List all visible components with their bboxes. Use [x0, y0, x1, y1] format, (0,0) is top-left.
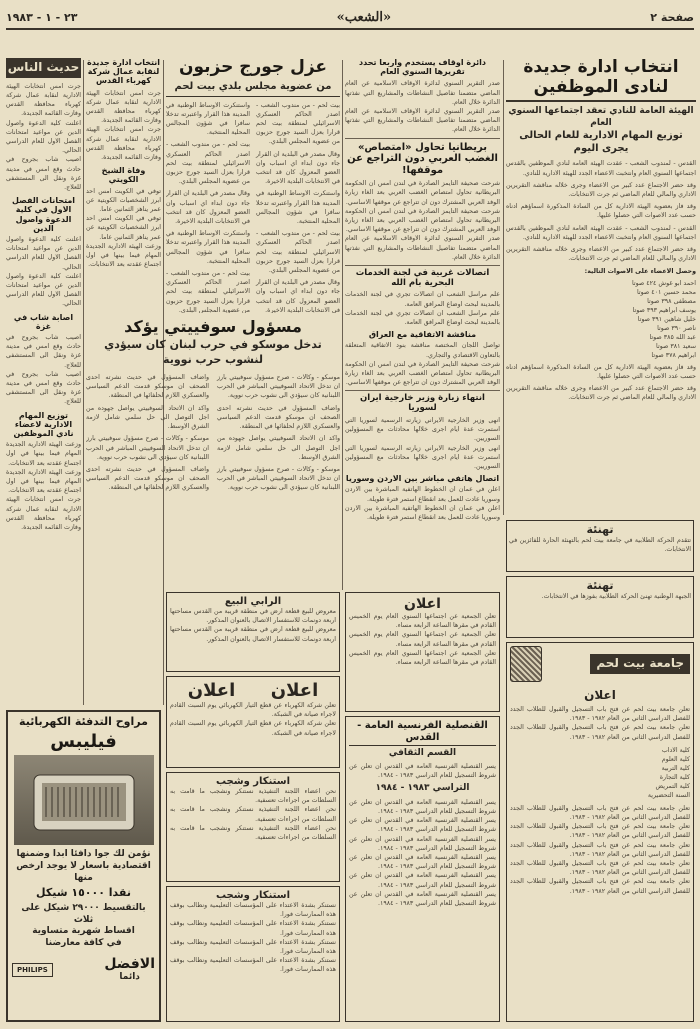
soviet-headline: مسؤول سوفييتي يؤكد [124, 318, 302, 336]
exams-headline: امتحانات الفصل الاول في كلية الدعوة واصول الدين [11, 196, 76, 233]
list-item: محمد حسين ٤٠١ صوتا [636, 288, 696, 296]
condemnation-ad-1: استنكار وشجب نحن اعضاء اللجنة التنفيذية نستنكر ونشجب ما قامت به السلطات من اجراءات تعسفية. نحن اعضاء اللجنة التنفيذية نستنكر ونشجب ما قامت به السلطات من اجراءات تعسفية. نحن اعضاء اللجنة التنفيذية نستنكر ونشجب ما قامت به السلطات من اجراءات تعسفية. [166, 772, 340, 882]
masthead: «الشعب» [336, 9, 392, 25]
column-2: دائرة اوقاف يستخدم واربعا تحدد تقريرها السنوي العام صدر التقرير السنوي لدائرة الاوقاف الاسلامية عن العام الماضي متضمنا تفاصيل النشاطات والمشاريع التي نفذتها الدائرة خلال العام. صدر التقرير السنوي لدائرة الاوقاف الاسلامية عن العام الماضي متضمنا تفاصيل النشاطات والمشاريع التي نفذتها الدائرة خلال العام. بريطانيا تحاول «امتصاص» الغضب العربي دون التراجع عن موقفها! شرحت صحيفة التايمز الصادرة في لندن امس ان الحكومة البريطانية تحاول امتصاص الغضب العربي بعد الغاء زيارة الوفد العربي المشترك دون ان تتراجع عن موقفها الاساسي. شرحت صحيفة التايمز الصادرة في لندن امس ان الحكومة البريطانية تحاول امتصاص الغضب العربي بعد الغاء زيارة الوفد العربي المشترك دون ان تتراجع عن موقفها الاساسي. صدر التقرير السنوي لدائرة الاوقاف الاسلامية عن العام الماضي متضمنا تفاصيل النشاطات والمشاريع التي نفذتها الدائرة خلال العام. اتصالات غربية في لجنة الخدمات البحرية بام الله علم مراسل الشعب ان اتصالات تجري في لجنة الخدمات بالمدينة لبحث اوضاع المرافق العامة. علم مراسل الشعب ان اتصالات تجري في لجنة الخدمات بالمدينة لبحث اوضاع المرافق العامة. مناقشة الاتفاقية مع العراق تواصل اللجان المختصة مناقشة بنود الاتفاقية المتعلقة بالتعاون الاقتصادي والتجاري. شرحت صحيفة التايمز الصادرة في لندن امس ان الحكومة البريطانية تحاول امتصاص الغضب العربي بعد الغاء زيارة الوفد العربي المشترك دون ان تتراجع عن موقفها الاساسي. انتهاء زيارة وزير خارجية ايران لسوريا انهى وزير الخارجية الايراني زيارته الرسمية لسوريا التي استمرت عدة ايام اجرى خلالها محادثات مع المسؤولين السوريين. انهى وزير الخارجية الايراني زيارته الرسمية لسوريا التي استمرت عدة ايام اجرى خلالها محادثات مع المسؤولين السوريين. اتصال هاتفي مباشر بين الاردن وسوريا اعلن في عمان ان الخطوط الهاتفية المباشرة بين الاردن وسوريا عادت للعمل بعد انقطاع استمر فترة طويلة. اعلن في عمان ان الخطوط الهاتفية المباشرة بين الاردن وسوريا عادت للعمل بعد انقطاع استمر فترة طويلة. [345, 58, 500, 522]
issue-date: ٢٣ - ١ - ١٩٨٣ [6, 10, 78, 24]
main-story: انتخاب ادارة جديدة لنادى الموظفين الهيئة العامة للنادي تعقد اجتماعها السنوي العام توزيع المهام الادارية للعام الحالى يجرى اليوم القدس - لمندوب الشعب - عقدت الهيئة العامة لنادي الموظفين بالقدس اجتماعها السنوي العام وانتخبت الاعضاء الجدد للهيئة الادارية للنادي. وقد حضر الاجتماع عدد كبير من الاعضاء وجرى خلاله مناقشة التقريرين الاداري والمالي للعام الماضي ثم جرت الانتخابات. وقد فاز بعضوية الهيئة الادارية كل من السادة المذكورة اسماؤهم ادناه حسب عدد الاصوات التي حصلوا عليها. القدس - لمندوب الشعب - عقدت الهيئة العامة لنادي الموظفين بالقدس اجتماعها السنوي العام وانتخبت الاعضاء الجدد للهيئة الادارية للنادي. وقد حضر الاجتماع عدد كبير من الاعضاء وجرى خلاله مناقشة التقريرين الاداري والمالي للعام الماضي ثم جرت الانتخابات. وحصل الاعضاء على الاصوات التالية: احمد ابو غوش ٤٢٤ صوتا محمد حسين ٤٠١ صوتا مصطفى ٣٩٨ صوتا يوسف ابراهيم ٣٩٣ صوتا خليل شاهين ٣٩١ صوتا ناصر ٣٩٠ صوتا عبد الله ٣٨٥ صوتا سعيد ٣٨١ صوتا ابراهيم ٣٧٨ صوتا وقد فاز بعضوية الهيئة الادارية كل من السادة المذكورة اسماؤهم ادناه حسب عدد الاصوات التي حصلوا عليها. وقد حضر الاجتماع عدد كبير من الاعضاء وجرى خلاله مناقشة التقريرين الاداري والمالي للعام الماضي ثم جرت الانتخابات. [506, 58, 696, 402]
list-item: سعيد ٣٨١ صوتا [656, 342, 696, 350]
soviet-body: موسكو - وكالات - صرح مسؤول سوفييتي بارز ان تدخل الاتحاد السوفييتي المباشر في الحرب اللبنانية كان سيؤدي الى نشوب حرب نووية. واضاف المسؤول في حديث نشرته احدى الصحف ان موسكو قدمت الدعم السياسي والعسكري اللازم لحلفائها في المنطقة. واكد ان الاتحاد السوفييتي يواصل جهوده من اجل التوصل الى حل سلمي شامل لازمة الشرق الاوسط. موسكو - وكالات - صرح مسؤول سوفييتي بارز ان تدخل الاتحاد السوفييتي المباشر في الحرب اللبنانية كان سيؤدي الى نشوب حرب نووية. واضاف المسؤول في حديث نشرته احدى الصحف ان موسكو قدمت الدعم السياسي والعسكري اللازم لحلفائها في المنطقة. واكد ان الاتحاد السوفييتي يواصل جهوده من اجل التوصل الى حل سلمي شامل لازمة الشرق الاوسط. موسكو - وكالات - صرح مسؤول سوفييتي بارز ان تدخل الاتحاد السوفييتي المباشر في الحرب اللبنانية كان سيؤدي الى نشوب حرب نووية. واضاف المسؤول في حديث نشرته احدى الصحف ان موسكو قدمت الدعم السياسي والعسكري اللازم لحلفائها في المنطقة. [86, 374, 340, 492]
committee-headline: اتصالات غربية في لجنة الخدمات البحرية بام الله [355, 267, 490, 288]
philips-brand: فيليبس [50, 730, 117, 752]
list-item: كلية العلوم [661, 755, 690, 763]
bethlehem-logo-text: جامعة بيت لحم [590, 654, 690, 674]
sale-ad: الرابي البيع معروض للبيع قطعة ارض في منطقة قريبة من القدس مساحتها اربعة دونمات للاستفسار الاتصال بالعنوان المذكور. معروض للبيع قطعة ارض في منطقة قريبة من القدس مساحتها اربعة دونمات للاستفسار الاتصال بالعنوان المذكور. [166, 592, 340, 672]
small-announcement: اعلان تعلن الجمعية عن اجتماعها السنوي العام يوم الخميس القادم في مقرها الساعة الرابعة مساء. تعلن الجمعية عن اجتماعها السنوي العام يوم الخميس القادم في مقرها الساعة الرابعة مساء. تعلن الجمعية عن اجتماعها السنوي العام يوم الخميس القادم في مقرها الساعة الرابعة مساء. [345, 592, 500, 712]
list-item: مصطفى ٣٩٨ صوتا [647, 297, 696, 305]
heater-photo [14, 755, 154, 845]
britain-headline: بريطانيا تحاول «امتصاص» الغضب العربي دون التراجع عن موقفها! [347, 141, 498, 176]
main-story-body: القدس - لمندوب الشعب - عقدت الهيئة العامة لنادي الموظفين بالقدس اجتماعها السنوي العام وانتخبت الاعضاء الجدد للهيئة الادارية للنادي. وقد حضر الاجتماع عدد كبير من الاعضاء وجرى خلاله مناقشة التقريرين الاداري والمالي للعام الماضي ثم جرت الانتخابات. وقد فاز بعضوية الهيئة الادارية كل من السادة المذكورة اسماؤهم ادناه حسب عدد الاصوات التي حصلوا عليها. القدس - لمندوب الشعب - عقدت الهيئة العامة لنادي الموظفين بالقدس اجتماعها السنوي العام وانتخبت الاعضاء الجدد للهيئة الادارية للنادي. وقد حضر الاجتماع عدد كبير من الاعضاء وجرى خلاله مناقشة التقريرين الاداري والمالي للعام الماضي ثم جرت الانتخابات. وحصل الاعضاء على الاصوات التالية: [506, 160, 696, 275]
philips-logo-icon: PHILIPS [12, 963, 53, 977]
list-item: السنة التحضيرية [647, 791, 690, 799]
main-subhead-1: الهيئة العامة للنادي تعقد اجتماعها السنوي العام [508, 106, 694, 128]
hazboun-body: بيت لحم - من مندوب الشعب - اصدر الحاكم العسكري الاسرائيلي لمنطقة بيت لحم قرارا بعزل السيد جورج حزبون من عضوية المجلس البلدي. وقال مصدر في البلدية ان القرار جاء دون ابداء اي اسباب وان العضو المعزول كان قد انتخب في الانتخابات البلدية الاخيرة. واستنكرت الاوساط الوطنية في المدينة هذا القرار واعتبرته تدخلا سافرا في شؤون المجالس المحلية المنتخبة. بيت لحم - من مندوب الشعب - اصدر الحاكم العسكري الاسرائيلي لمنطقة بيت لحم قرارا بعزل السيد جورج حزبون من عضوية المجلس البلدي. وقال مصدر في البلدية ان القرار جاء دون ابداء اي اسباب وان العضو المعزول كان قد انتخب في الانتخابات البلدية الاخيرة. واستنكرت الاوساط الوطنية في المدينة هذا القرار واعتبرته تدخلا سافرا في شؤون المجالس المحلية المنتخبة. بيت لحم - من مندوب الشعب - اصدر الحاكم العسكري الاسرائيلي لمنطقة بيت لحم قرارا بعزل السيد جورج حزبون من عضوية المجلس البلدي. وقال مصدر في البلدية ان القرار جاء دون ابداء اي اسباب وان العضو المعزول كان قد انتخب في الانتخابات البلدية الاخيرة. واستنكرت الاوساط الوطنية في المدينة هذا القرار واعتبرته تدخلا سافرا في شؤون المجالس المحلية المنتخبة. بيت لحم - من مندوب الشعب - اصدر الحاكم العسكري الاسرائيلي لمنطقة بيت لحم قرارا بعزل السيد جورج حزبون من عضوية المجلس البلدي. [166, 101, 340, 313]
gaza-injury-headline: اصابة شاب في غزة [13, 312, 74, 331]
iraq-agreement-headline: مناقشة الاتفاقية مع العراق [368, 330, 477, 340]
column-logo: حديث الناس [6, 58, 81, 78]
french-consulate-ad: القنصلية الفرنسية العامة - القدس القسم الثقافي يسر القنصلية الفرنسية العامة في القدس ان تعلن عن شروط التسجيل للعام الدراسي ١٩٨٣ - ١٩٨٤. التراسي ١٩٨٣ - ١٩٨٤ يسر القنصلية الفرنسية العامة في القدس ان تعلن عن شروط التسجيل للعام الدراسي ١٩٨٣ - ١٩٨٤. يسر القنصلية الفرنسية العامة في القدس ان تعلن عن شروط التسجيل للعام الدراسي ١٩٨٣ - ١٩٨٤. يسر القنصلية الفرنسية العامة في القدس ان تعلن عن شروط التسجيل للعام الدراسي ١٩٨٣ - ١٩٨٤. يسر القنصلية الفرنسية العامة في القدس ان تعلن عن شروط التسجيل للعام الدراسي ١٩٨٣ - ١٩٨٤. يسر القنصلية الفرنسية العامة في القدس ان تعلن عن شروط التسجيل للعام الدراسي ١٩٨٣ - ١٩٨٤. يسر القنصلية الفرنسية العامة في القدس ان تعلن عن شروط التسجيل للعام الدراسي ١٩٨٣ - ١٩٨٤. [345, 716, 500, 1022]
page-number: صفحة ٢ [650, 10, 694, 24]
soviet-subhead: تدخل موسكو في حرب لبنان كان سيؤدي لنشوب حرب نووية [104, 338, 322, 367]
kuwait-sheikh-headline: وفاة الشيخ الكويتي [101, 166, 146, 185]
main-headline: انتخاب ادارة جديدة لنادى الموظفين [506, 58, 696, 102]
consulate-title: القنصلية الفرنسية العامة - القدس [349, 720, 496, 746]
list-item: كلية التربية [661, 764, 690, 772]
list-item: ناصر ٣٩٠ صوتا [657, 324, 696, 332]
soviet-story [86, 318, 340, 588]
list-item: احمد ابو غوش ٤٢٤ صوتا [631, 279, 696, 287]
hazboun-headline: عزل جورج حزبون [178, 58, 328, 77]
hazboun-story [166, 58, 340, 313]
votes-list [506, 279, 696, 360]
hazboun-subhead: من عضوية مجلس بلدي بيت لحم [166, 80, 340, 97]
big-announcement: اعلان اعلان تعلن شركة الكهرباء عن قطع التيار الكهربائي يوم السبت القادم لاجراء صيانة في الشبكة. تعلن شركة الكهرباء عن قطع التيار الكهربائي يوم السبت القادم لاجراء صيانة في الشبكة. [166, 676, 340, 768]
club-roles-headline: توزيع المهام الادارية لاعضاء نادي الموظفين [13, 410, 74, 438]
column-5b: انتخاب ادارة جديدة لنقابة عمال شركة كهرباء القدس جرت امس انتخابات الهيئة الادارية لنقابة عمال شركة كهرباء محافظة القدس وفازت القائمة الجديدة. جرت امس انتخابات الهيئة الادارية لنقابة عمال شركة كهرباء محافظة القدس وفازت القائمة الجديدة. وفاة الشيخ الكويتي توفي في الكويت امس احد ابرز الشخصيات الكويتية عن عمر يناهز الثمانين عاما. توفي في الكويت امس احد ابرز الشخصيات الكويتية عن عمر يناهز الثمانين عاما. وزعت الهيئة الادارية الجديدة المهام فيما بينها في اول اجتماع عقدته بعد الانتخابات. [86, 58, 161, 269]
iran-minister-headline: انتهاء زيارة وزير خارجية ايران لسوريا [360, 393, 485, 414]
phone-link-headline: اتصال هاتفي مباشر بين الاردن وسوريا [345, 474, 500, 484]
awqaf-headline: دائرة اوقاف يستخدم واربعا تحدد تقريرها السنوي العام [359, 58, 486, 77]
university-emblem-icon [510, 646, 542, 682]
column-5: حديث الناس جرت امس انتخابات الهيئة الادارية لنقابة عمال شركة كهرباء محافظة القدس وفازت القائمة الجديدة. اعلنت كلية الدعوة واصول الدين عن مواعيد امتحانات الفصل الاول للعام الدراسي الحالي. اصيب شاب بجروح في حادث وقع امس في مدينة غزة ونقل الى المستشفى للعلاج. امتحانات الفصل الاول في كلية الدعوة واصول الدين اعلنت كلية الدعوة واصول الدين عن مواعيد امتحانات الفصل الاول للعام الدراسي الحالي. اعلنت كلية الدعوة واصول الدين عن مواعيد امتحانات الفصل الاول للعام الدراسي الحالي. اصابة شاب في غزة اصيب شاب بجروح في حادث وقع امس في مدينة غزة ونقل الى المستشفى للعلاج. اصيب شاب بجروح في حادث وقع امس في مدينة غزة ونقل الى المستشفى للعلاج. توزيع المهام الادارية لاعضاء نادي الموظفين وزعت الهيئة الادارية الجديدة المهام فيما بينها في اول اجتماع عقدته بعد الانتخابات. وزعت الهيئة الادارية الجديدة المهام فيما بينها في اول اجتماع عقدته بعد الانتخابات. جرت امس انتخابات الهيئة الادارية لنقابة عمال شركة كهرباء محافظة القدس وفازت القائمة الجديدة. [6, 60, 81, 531]
main-subhead-2: توزيع المهام الادارية للعام الحالى يجرى اليوم [519, 130, 683, 155]
tahnia-box-1: تهنئة تتقدم الحركة الطلابية في جامعة بيت لحم بالتهنئة الحارة للفائزين في الانتخابات. [506, 520, 694, 572]
bethlehem-university-ad: جامعة بيت لحم اعلان تعلن جامعة بيت لحم عن فتح باب التسجيل والقبول للطلاب الجدد للفصل الدراسي الثاني من العام ١٩٨٢ - ١٩٨٣. تعلن جامعة بيت لحم عن فتح باب التسجيل والقبول للطلاب الجدد للفصل الدراسي الثاني من العام ١٩٨٢ - ١٩٨٣. كلية الاداب كلية العلوم كلية التربية كلية التجارة كلية التمريض السنة التحضيرية تعلن جامعة بيت لحم عن فتح باب التسجيل والقبول للطلاب الجدد للفصل الدراسي الثاني من العام ١٩٨٢ - ١٩٨٣. تعلن جامعة بيت لحم عن فتح باب التسجيل والقبول للطلاب الجدد للفصل الدراسي الثاني من العام ١٩٨٢ - ١٩٨٣. تعلن جامعة بيت لحم عن فتح باب التسجيل والقبول للطلاب الجدد للفصل الدراسي الثاني من العام ١٩٨٢ - ١٩٨٣. تعلن جامعة بيت لحم عن فتح باب التسجيل والقبول للطلاب الجدد للفصل الدراسي الثاني من العام ١٩٨٢ - ١٩٨٣. تعلن جامعة بيت لحم عن فتح باب التسجيل والقبول للطلاب الجدد للفصل الدراسي الثاني من العام ١٩٨٢ - ١٩٨٣. [506, 642, 694, 1022]
tahnia-box-2: تهنئة الجبهة الوطنية تهنئ الحركة الطلابية بفوزها في الانتخابات. [506, 576, 694, 638]
philips-heater-ad: مراوح التدفئة الكهربائية فيليبس نؤمن لك جوا دافئا ابدا وضمنها اقتصادية باسعار لا يوجد ارخص منها نقدا ١٥٠٠٠ شيكل بالتقسيط ٢٩٠٠٠ شيكل على ثلاث اقساط شهرية متساوية في كافة معارضنا الافضل دائما PHILIPS [6, 710, 161, 1022]
list-item: كلية الاداب [661, 746, 690, 754]
philips-title: مراوح التدفئة الكهربائية [19, 715, 148, 728]
electric-union-headline: انتخاب ادارة جديدة لنقابة عمال شركة كهرباء القدس [86, 58, 161, 86]
page-header [6, 6, 694, 30]
list-item: ابراهيم ٣٧٨ صوتا [651, 351, 696, 359]
list-item: كلية التجارة [659, 773, 690, 781]
list-item: كلية التمريض [655, 782, 690, 790]
list-item: يوسف ابراهيم ٣٩٣ صوتا [632, 306, 696, 314]
condemnation-ad-2: استنكار وشجب نستنكر بشدة الاعتداء على المؤسسات التعليمية ونطالب بوقف هذه الممارسات فورا. نستنكر بشدة الاعتداء على المؤسسات التعليمية ونطالب بوقف هذه الممارسات فورا. نستنكر بشدة الاعتداء على المؤسسات التعليمية ونطالب بوقف هذه الممارسات فورا. نستنكر بشدة الاعتداء على المؤسسات التعليمية ونطالب بوقف هذه الممارسات فورا. [166, 886, 340, 1022]
list-item: خليل شاهين ٣٩١ صوتا [637, 315, 696, 323]
list-item: عبد الله ٣٨٥ صوتا [649, 333, 696, 341]
